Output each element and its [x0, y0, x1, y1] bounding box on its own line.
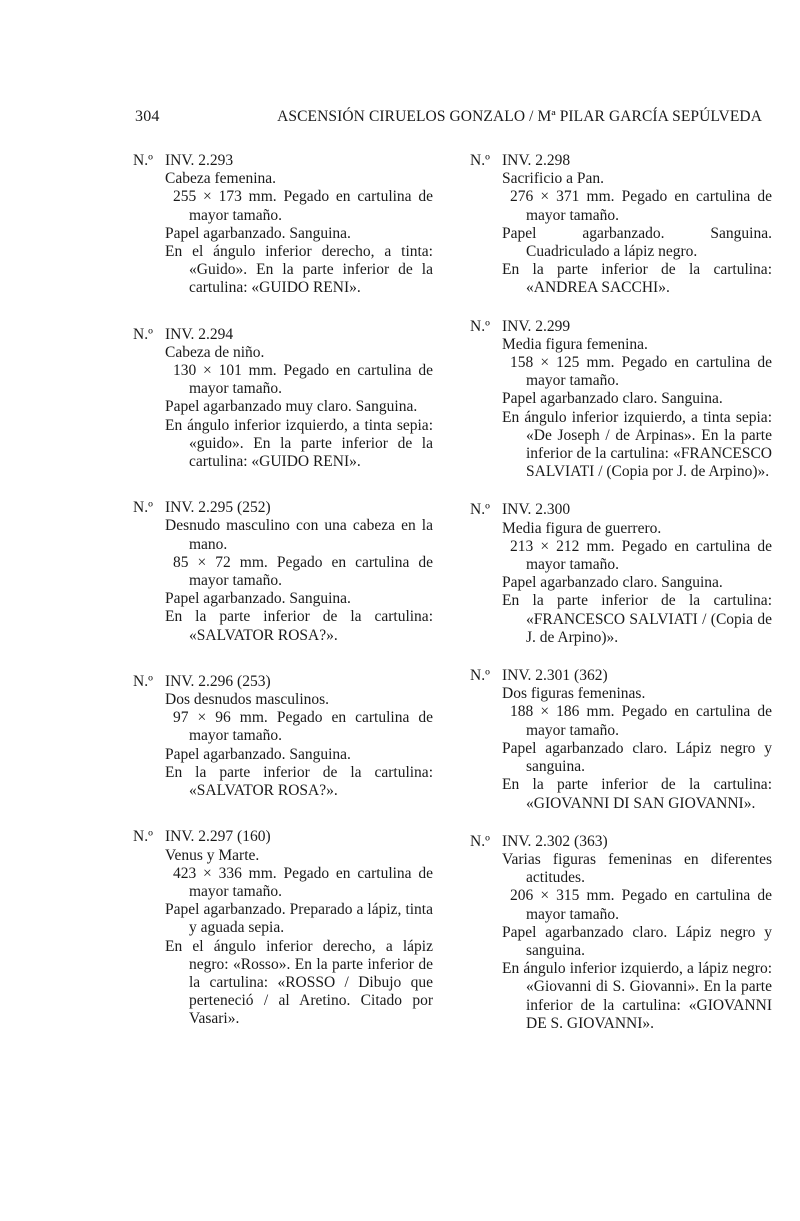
entry-medium: Papel agarbanzado. Sanguina.	[165, 745, 351, 763]
entry-dimensions: 188 × 186 mm. Pegado en cartulina de mayor tamaño.	[510, 703, 772, 739]
entry-inventory: INV. 2.296 (253)	[165, 672, 271, 690]
entry-medium: Papel agarbanzado. Sanguina.	[165, 590, 351, 608]
entry-label: N.º	[470, 152, 490, 169]
catalog-entry	[470, 152, 772, 298]
entry-inventory: INV. 2.299	[502, 317, 571, 335]
entry-medium: Papel agarbanzado claro. Lápiz negro y sanguina.	[502, 923, 772, 959]
entry-inventory: INV. 2.293	[165, 152, 234, 169]
running-head: ASCENSIÓN CIRUELOS GONZALO / Mª PILAR GARCÍA SEPÚLVEDA	[277, 108, 762, 125]
entry-dimensions: 423 × 336 mm. Pegado en cartulina de mayor tamaño.	[173, 864, 433, 900]
entry-title: Varias figuras femeninas en diferentes actitudes.	[502, 850, 772, 887]
entry-title: Dos figuras femeninas.	[502, 685, 646, 703]
entry-dimensions: 213 × 212 mm. Pegado en cartulina de mayor tamaño.	[510, 537, 772, 574]
entry-dimensions: 206 × 315 mm. Pegado en cartulina de mayor tamaño.	[510, 887, 772, 923]
catalog-entry	[133, 673, 433, 800]
entry-label: N.º	[133, 828, 153, 846]
entry-title: Dos desnudos masculinos.	[165, 691, 330, 709]
entry-inventory: INV. 2.295 (252)	[165, 499, 271, 517]
left-column	[133, 152, 433, 1029]
right-column	[470, 152, 772, 1033]
entry-medium: Papel agarbanzado. Sanguina.	[165, 224, 351, 242]
entry-dimensions: 130 × 101 mm. Pegado en cartulina de mayor tamaño.	[173, 362, 433, 398]
entry-notes: En el ángulo inferior derecho, a lápiz negro: «Rosso». En la parte inferior de la cartulina: «ROSSO / Dibujo que perteneció / al Aretino. Citado por Vasari».	[165, 937, 433, 1028]
entry-notes: En la parte inferior de la cartulina: «SALVATOR ROSA?».	[165, 608, 433, 644]
entry-notes: En ángulo inferior izquierdo, a tinta sepia: «De Joseph / de Arpinas». En la parte inferior de la cartulina: «FRANCESCO SALVIATI / (Copia por J. de Arpino)».	[502, 408, 772, 481]
entry-label: N.º	[133, 672, 153, 690]
entry-dimensions: 97 × 96 mm. Pegado en cartulina de mayor tamaño.	[173, 709, 433, 745]
entry-title: Venus y Marte.	[165, 846, 260, 864]
entry-medium: Papel agarbanzado. Sanguina. Cuadriculado a lápiz negro.	[502, 224, 772, 261]
entry-medium: Papel agarbanzado. Preparado a lápiz, tinta y aguada sepia.	[165, 901, 433, 937]
entry-notes: En el ángulo inferior derecho, a tinta: «Guido». En la parte inferior de la cartulina: «GUIDO RENI».	[165, 243, 433, 297]
entry-dimensions: 85 × 72 mm. Pegado en cartulina de mayor tamaño.	[173, 553, 433, 590]
entry-label: N.º	[133, 152, 153, 169]
entry-medium: Papel agarbanzado muy claro. Sanguina.	[165, 398, 418, 416]
entry-inventory: INV. 2.301 (362)	[502, 667, 608, 685]
entry-title: Media figura femenina.	[502, 335, 648, 353]
entry-label: N.º	[133, 325, 153, 343]
entry-inventory: INV. 2.298	[502, 152, 571, 169]
entry-label: N.º	[133, 499, 153, 517]
entry-dimensions: 158 × 125 mm. Pegado en cartulina de mayor tamaño.	[510, 354, 772, 390]
entry-label: N.º	[470, 667, 490, 685]
catalog-entry	[470, 667, 772, 813]
entry-label: N.º	[470, 501, 490, 519]
entry-notes: En la parte inferior de la cartulina: «FRANCESCO SALVIATI / (Copia de J. de Arpino)».	[502, 592, 772, 646]
entry-label: N.º	[470, 832, 490, 850]
page-number: 304	[135, 108, 160, 125]
entry-inventory: INV. 2.294	[165, 325, 234, 343]
catalog-entry	[133, 326, 433, 472]
catalog-entry	[133, 499, 433, 645]
catalog-entry	[470, 501, 772, 647]
catalog-entry	[133, 152, 433, 298]
entry-title: Cabeza femenina.	[165, 170, 277, 188]
entry-title: Cabeza de niño.	[165, 343, 265, 361]
entry-medium: Papel agarbanzado claro. Sanguina.	[502, 390, 723, 408]
entry-notes: En la parte inferior de la cartulina: «ANDREA SACCHI».	[502, 261, 772, 297]
entry-inventory: INV. 2.302 (363)	[502, 832, 608, 850]
catalog-entry	[470, 318, 772, 482]
entry-notes: En ángulo inferior izquierdo, a tinta sepia: «guido». En la parte inferior de la cartulina: «GUIDO RENI».	[165, 416, 433, 471]
entry-title: Sacrificio a Pan.	[502, 170, 605, 188]
entry-dimensions: 255 × 173 mm. Pegado en cartulina de mayor tamaño.	[173, 188, 433, 224]
entry-inventory: INV. 2.297 (160)	[165, 828, 271, 846]
entry-notes: En ángulo inferior izquierdo, a lápiz negro: «Giovanni di S. Giovanni». En la parte inferior de la cartulina: «GIOVANNI DE S. GIOVANNI».	[502, 960, 772, 1032]
catalog-entry	[133, 828, 433, 1028]
entry-title: Media figura de guerrero.	[502, 519, 662, 537]
entry-label: N.º	[470, 317, 490, 335]
entry-inventory: INV. 2.300	[502, 501, 571, 519]
entry-medium: Papel agarbanzado claro. Sanguina.	[502, 574, 723, 592]
entry-title: Desnudo masculino con una cabeza en la mano.	[165, 517, 433, 553]
catalog-entry	[470, 833, 772, 1033]
entry-dimensions: 276 × 371 mm. Pegado en cartulina de mayor tamaño.	[510, 188, 772, 224]
entry-notes: En la parte inferior de la cartulina: «SALVATOR ROSA?».	[165, 763, 433, 800]
entry-notes: En la parte inferior de la cartulina: «GIOVANNI DI SAN GIOVANNI».	[502, 776, 772, 812]
entry-medium: Papel agarbanzado claro. Lápiz negro y sanguina.	[502, 739, 772, 776]
